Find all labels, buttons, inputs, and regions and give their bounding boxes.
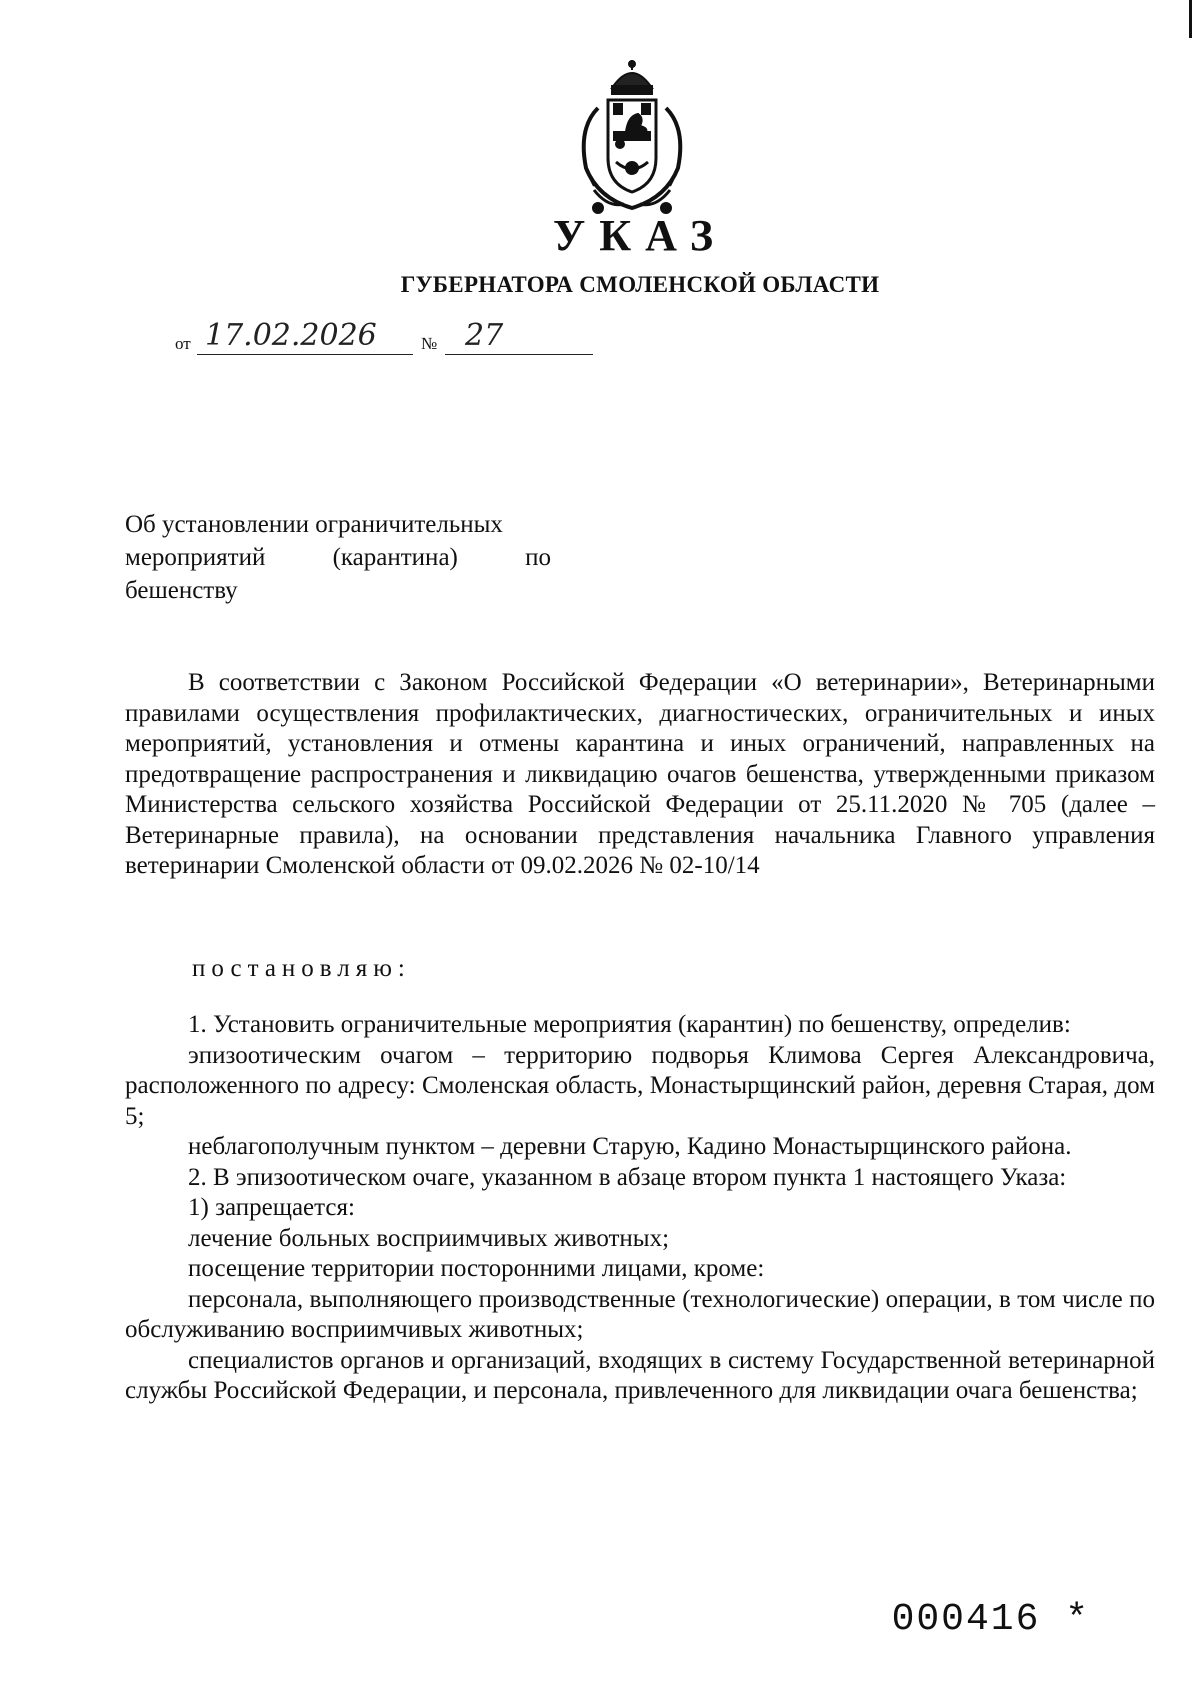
subject-word: (карантина) [332,544,458,571]
coat-of-arms-emblem [568,58,696,218]
preamble-paragraph: В соответствии с Законом Российской Федерации «О ветеринарии», Ветеринарными правилами осуществления профилактических, диагностических, ограничительных и иных мероприятий, установления и отмены карантина и иных ограничений, направленных на предотвращение распространения и ликвидацию очагов бешенства, утвержденными приказом Министерства сельского хозяйства Российской Федерации от 25.11.2020 № 705 (далее – Ветеринарные правила), на основании представления начальника Главного управления ветеринарии Смоленской области от 09.02.2026 № 02-10/14 [125,669,1155,879]
number-label: № [421,334,438,353]
subject-word: мероприятий [125,544,266,571]
handwritten-number: 27 [465,318,504,353]
item-paragraph: лечение больных восприимчивых животных; [188,1224,670,1252]
handwritten-date: 17.02.2026 [205,318,377,353]
item-paragraph: эпизоотическим очагом – территорию подворья Климова Сергея Александровича, расположенного по адресу: Смоленская область, Монастырщинский район, деревня Старая, дом 5; [125,1041,1155,1130]
document-title: УКАЗ [552,211,728,260]
document-subtitle: ГУБЕРНАТОРА СМОЛЕНСКОЙ ОБЛАСТИ [400,272,880,297]
decree-subject [125,508,551,607]
scan-edge-mark [1189,0,1192,38]
subject-line-2 [125,541,551,574]
item-paragraph: специалистов органов и организаций, входящих в систему Государственной ветеринарной службы Российской Федерации, и персонала, привлеченного для ликвидации очага бешенства; [125,1346,1155,1404]
date-underline [197,354,413,355]
item-paragraph: 1. Установить ограничительные мероприятия (карантин) по бешенству, определив: [188,1011,1071,1038]
date-number-line [175,318,615,358]
decree-items [125,1010,1155,1407]
number-underline [445,354,593,355]
subject-line-1: Об установлении ограничительных [125,511,503,538]
item-paragraph: неблагополучным пунктом – деревни Старую, Кадино Монастырщинского района. [188,1133,1072,1160]
item-paragraph: посещение территории посторонними лицами, кроме: [188,1255,765,1282]
date-from-label: от [175,334,191,353]
serial-number: 000416 * [891,1598,1090,1641]
decree-word: постановляю: [192,955,411,982]
item-paragraph: 2. В эпизоотическом очаге, указанном в абзаце втором пункта 1 настоящего Указа: [188,1163,1067,1191]
item-paragraph: 1) запрещается: [188,1194,355,1221]
preamble-block [125,668,1155,882]
subject-line-3: бешенству [125,577,238,604]
subject-word: по [525,544,551,571]
item-paragraph: персонала, выполняющего производственные (технологические) операции, в том числе по обслуживанию восприимчивых животных; [125,1285,1155,1343]
